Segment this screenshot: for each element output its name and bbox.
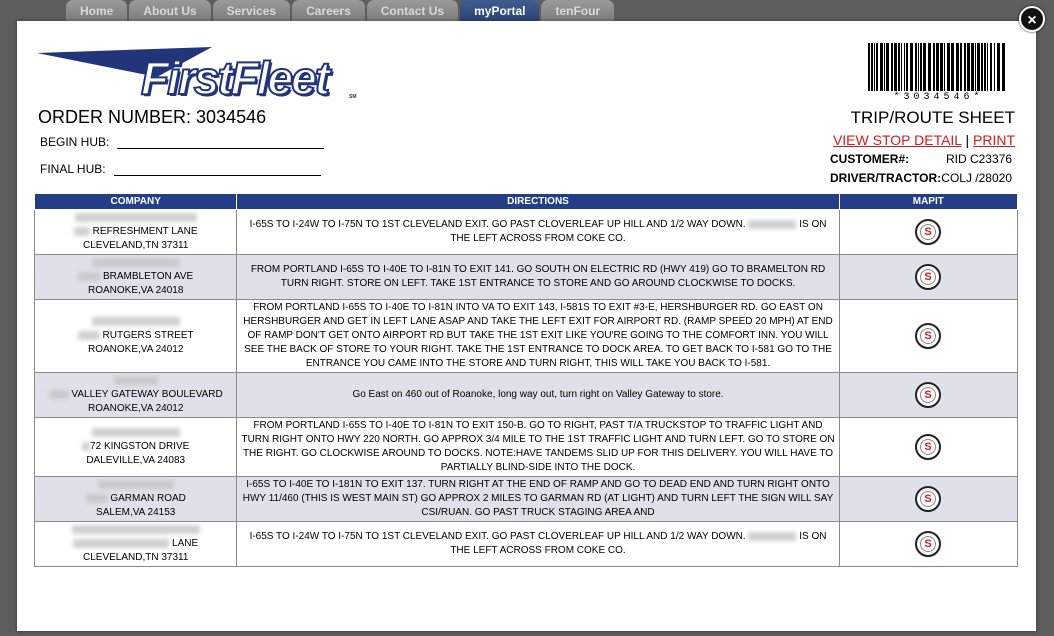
table-row [35, 373, 1018, 418]
nav-tab-careers[interactable]: Careers [292, 0, 365, 22]
directions-text: FROM PORTLAND I-65S TO I-40E TO I-81N TO EXIT 150-B. GO TO RIGHT, PAST T/A TRUCKSTOP TO TRAFFIC LIGHT AND TURN RIGHT ONTO HWY 220 NORTH. GO APPROX 3/4 MILE TO THE 1ST TRAFFIC LIGHT AND TURN LEFT. GO TO STORE ON THE RIGHT. GO CLOCKWISE AROUND TO DOCKS. NOTE:HAVE TANDEMS SLID UP FOR THIS DELIVERY. YOU WILL HAVE TO PARTIALLY BLIND-SIDE INTO THE DOCK. [241, 420, 835, 473]
directions-text: I-65S TO I-40E TO I-181N TO EXIT 137. TURN RIGHT AT THE END OF RAMP AND GO TO DEAD END AND TURN RIGHT ONTO HWY 11/460 (THIS IS WEST MAIN ST) GO APPROX 2 MILES TO GARMAN RD (AT LIGHT) AND TURN LEFT THE SIGN WILL SAY CSI/RUAN. GO PAST TRUCK STAGING AREA AND [242, 479, 834, 518]
table-row [35, 210, 1018, 255]
company-cell [35, 522, 237, 567]
mapit-compass-icon[interactable]: S [915, 434, 941, 460]
redacted-company-name [72, 525, 200, 534]
mapit-compass-icon[interactable]: S [915, 264, 941, 290]
begin-hub-field [117, 136, 324, 149]
company-city: ROANOKE,VA 24012 [87, 403, 184, 414]
redacted-street-name [73, 539, 169, 548]
table-row [35, 522, 1018, 567]
begin-hub-row [40, 135, 324, 149]
redacted-company-name [114, 376, 158, 385]
directions-cell [237, 477, 839, 522]
directions-text: I-65S TO I-24W TO I-75N TO 1ST CLEVELAND EXIT. GO PAST CLOVERLEAF UP HILL AND 1/2 WAY DOWN. [249, 219, 746, 230]
directions-cell [237, 373, 839, 418]
company-city: CLEVELAND,TN 37311 [82, 240, 189, 251]
directions-text: Go East on 460 out of Roanoke, long way out, turn right on Valley Gateway to store. [352, 389, 724, 400]
redacted-company-name [92, 317, 180, 326]
redacted-company-name [75, 213, 197, 222]
redacted-street-number [82, 442, 90, 451]
directions-cell [237, 300, 839, 373]
mapit-cell [839, 300, 1017, 373]
begin-hub-label: BEGIN HUB: [40, 135, 110, 149]
company-cell [35, 418, 237, 477]
redacted-company-name [92, 258, 180, 267]
final-hub-field [114, 163, 321, 176]
company-street: VALLEY GATEWAY BOULEVARD [71, 389, 223, 400]
directions-text-tail: IS ON THE LEFT ACROSS FROM COKE CO. [450, 219, 827, 244]
redacted-street-number [78, 331, 100, 340]
logo-service-mark: SM [349, 94, 357, 100]
nav-tab-about-us[interactable]: About Us [129, 0, 210, 22]
directions-cell [237, 522, 839, 567]
company-cell [35, 255, 237, 300]
company-street: LANE [172, 538, 199, 549]
company-street: GARMAN ROAD [110, 493, 186, 504]
company-cell [35, 373, 237, 418]
nav-tab-myportal[interactable]: myPortal [460, 0, 539, 22]
mapit-cell [839, 255, 1017, 300]
header-company: COMPANY [35, 194, 237, 210]
customer-value: RID C23376 [945, 152, 1012, 166]
nav-tab-services[interactable]: Services [213, 0, 290, 22]
sheet-title: TRIP/ROUTE SHEET [850, 108, 1015, 127]
directions-text: FROM PORTLAND I-65S TO I-40E TO I-81N TO EXIT 141. GO SOUTH ON ELECTRIC RD (HWY 419) GO TO BRAMELTON RD TURN RIGHT. STORE ON LEFT. TAKE 1ST ENTRANCE TO STORE AND GO AROUND CLOCKWISE TO DOCKS. [250, 264, 826, 289]
company-city: ROANOKE,VA 24012 [87, 344, 184, 355]
directions-cell [237, 255, 839, 300]
company-cell [35, 300, 237, 373]
directions-text: FROM PORTLAND I-65S TO I-40E TO I-81N INTO VA TO EXIT 143, I-581S TO EXIT #3-E, HERSHBURGER RD. GO EAST ON HERSHBURGER AND GET IN LEFT LANE ASAP AND TAKE THE LEFT EXIT FOR AIRPORT RD. (RAMP SPEED 20 MPH) AT END OF RAMP DON'T GET ONTO AIRPORT RD BUT TAKE THE 1ST EXIT LIKE YOU'RE GOING TO THE COMFORT INN. YOU WILL SEE THE BACK OF STORE TO YOUR RIGHT. TAKE THE 1ST ENTRANCE TO DOCK AREA. TO GET BACK TO I-581 GO TO THE ENTRANCE YOU CAME INTO THE STORE AND TURN RIGHT, THIS WILL TAKE YOU BACK TO I-581. [243, 302, 833, 369]
mapit-cell [839, 373, 1017, 418]
order-number [38, 107, 266, 128]
table-row [35, 418, 1018, 477]
route-table [34, 193, 1018, 567]
company-street: REFRESHMENT LANE [92, 226, 198, 237]
close-modal-button[interactable]: × [1019, 6, 1045, 32]
company-city: SALEM,VA 24153 [96, 507, 176, 518]
mapit-cell [839, 477, 1017, 522]
redacted-street-number [49, 390, 69, 399]
table-row [35, 300, 1018, 373]
directions-cell [237, 210, 839, 255]
top-nav [66, 0, 614, 22]
driver-tractor-label: DRIVER/TRACTOR: [830, 171, 942, 185]
company-street: KINGSTON DRIVE [103, 441, 190, 452]
order-number-value: 3034546 [196, 107, 267, 127]
company-cell [35, 477, 237, 522]
nav-tab-contact-us[interactable]: Contact Us [367, 0, 458, 22]
trip-route-modal [17, 21, 1036, 631]
street-number: 72 [90, 441, 102, 452]
mapit-compass-icon[interactable]: S [915, 531, 941, 557]
table-header-row [35, 194, 1018, 210]
redacted-store-name [748, 220, 796, 229]
final-hub-label: FINAL HUB: [40, 162, 106, 176]
order-number-label: ORDER NUMBER: [38, 107, 192, 127]
mapit-cell [839, 210, 1017, 255]
mapit-cell [839, 522, 1017, 567]
link-separator: | [965, 132, 970, 148]
barcode-text: *3034546* [893, 92, 984, 103]
redacted-street-number [74, 227, 90, 236]
company-city: CLEVELAND,TN 37311 [82, 552, 189, 563]
mapit-cell [839, 418, 1017, 477]
logo-wordmark: FirstFleet [141, 52, 329, 104]
sheet-links [833, 132, 1015, 148]
final-hub-row [40, 162, 321, 176]
mapit-compass-icon[interactable]: S [915, 219, 941, 245]
header-directions: DIRECTIONS [237, 194, 839, 210]
company-city: ROANOKE,VA 24018 [87, 285, 184, 296]
mapit-compass-icon[interactable]: S [915, 382, 941, 408]
mapit-compass-icon[interactable]: S [915, 486, 941, 512]
table-row [35, 477, 1018, 522]
table-row [35, 255, 1018, 300]
mapit-compass-icon[interactable]: S [915, 323, 941, 349]
header-mapit: MAPIT [839, 194, 1017, 210]
redacted-company-name [98, 480, 174, 489]
redacted-store-name [748, 532, 796, 541]
redacted-street-number [86, 494, 108, 503]
company-street: RUTGERS STREET [102, 330, 194, 341]
print-link[interactable]: PRINT [973, 132, 1015, 148]
customer-label: CUSTOMER#: [830, 152, 910, 166]
directions-text-tail: IS ON THE LEFT ACROSS FROM COKE CO. [450, 531, 827, 556]
nav-tab-tenfour[interactable]: tenFour [541, 0, 614, 22]
company-cell [35, 210, 237, 255]
redacted-company-name [92, 428, 180, 437]
nav-tab-home[interactable]: Home [66, 0, 127, 22]
driver-tractor-value: COLJ /28020 [941, 171, 1012, 185]
company-city: DALEVILLE,VA 24083 [86, 455, 186, 466]
directions-cell [237, 418, 839, 477]
view-stop-detail-link[interactable]: VIEW STOP DETAIL [832, 132, 962, 148]
directions-text: I-65S TO I-24W TO I-75N TO 1ST CLEVELAND EXIT. GO PAST CLOVERLEAF UP HILL AND 1/2 WAY DOWN. [249, 531, 746, 542]
company-street: BRAMBLETON AVE [102, 271, 194, 282]
redacted-street-number [78, 272, 100, 281]
firstfleet-logo [37, 45, 357, 105]
